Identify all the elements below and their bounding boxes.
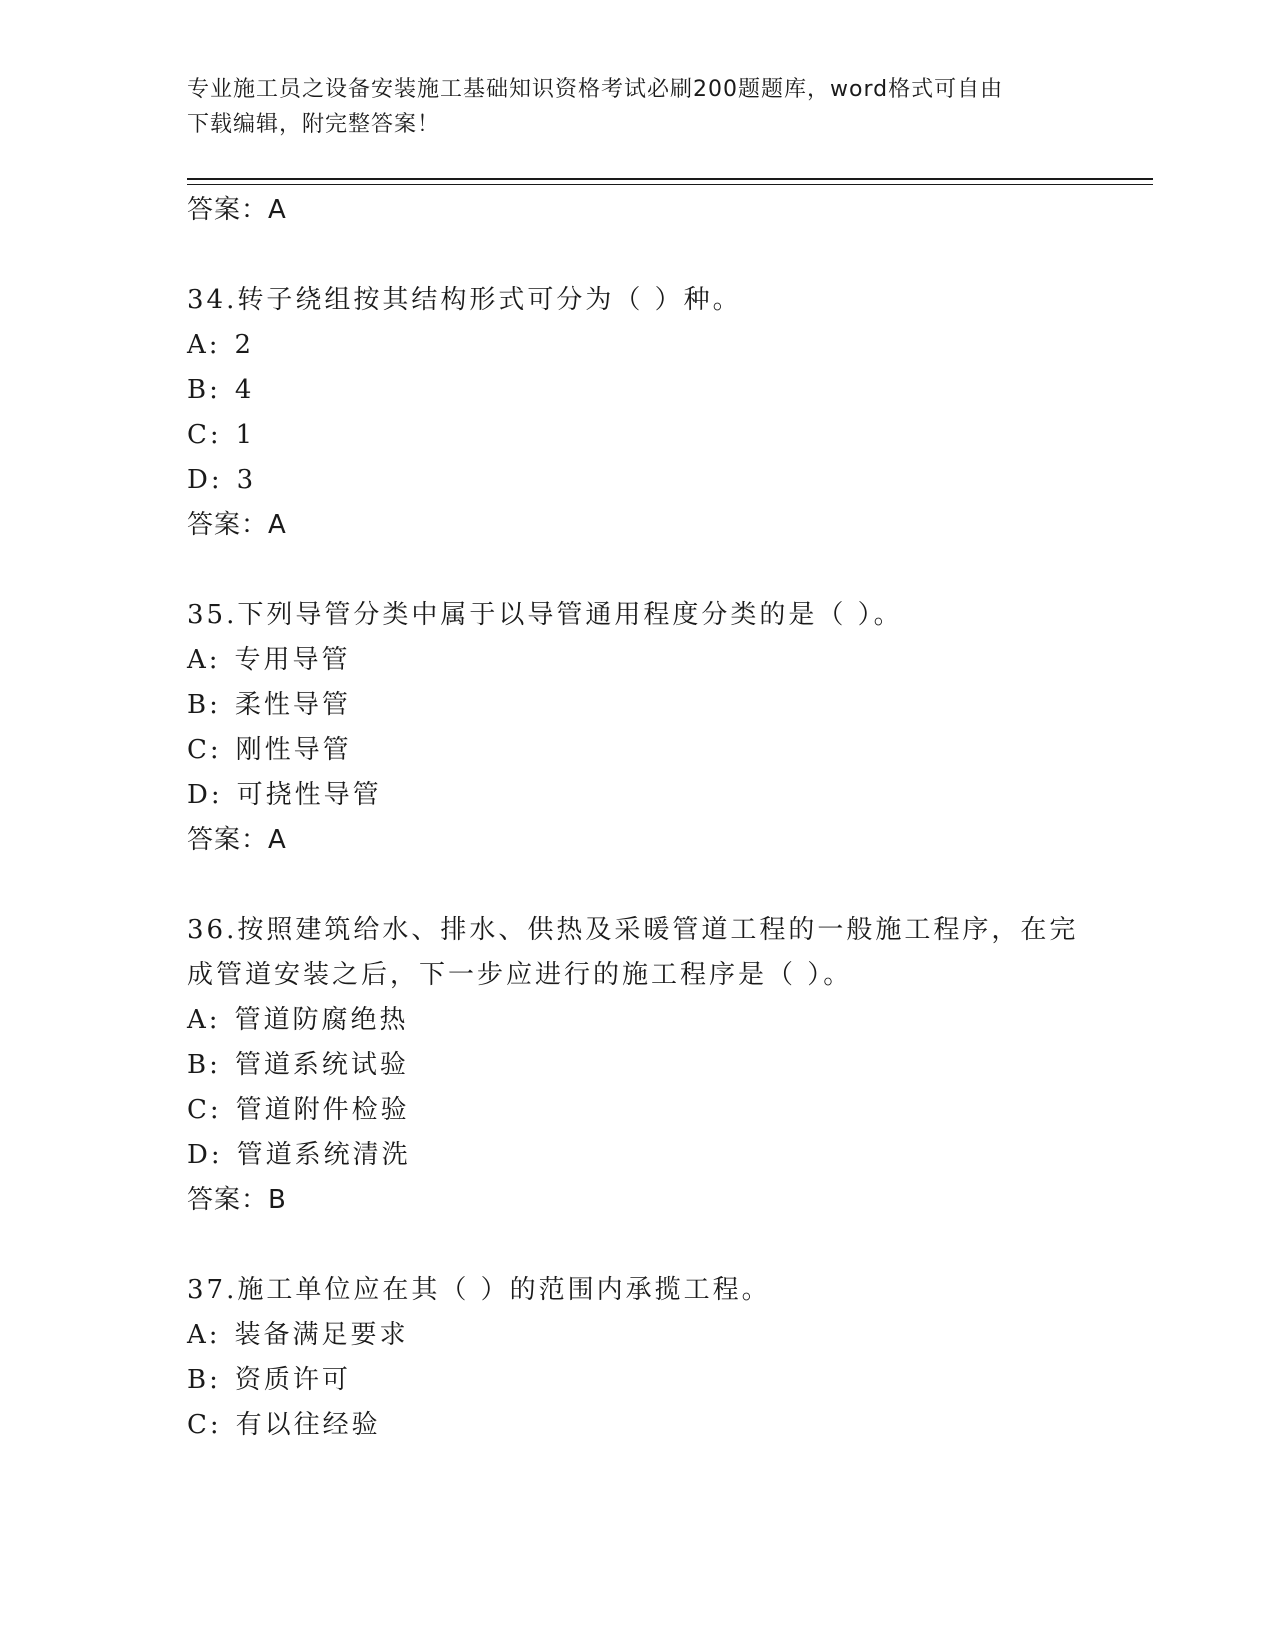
header-line-2: 下载编辑，附完整答案！ xyxy=(187,112,441,137)
option-key: D: xyxy=(187,780,223,810)
option-value: 1 xyxy=(235,420,256,450)
option-value: 管道附件检验 xyxy=(235,1095,410,1125)
option-value: 2 xyxy=(234,330,255,360)
option-key: D: xyxy=(187,465,223,495)
option-a xyxy=(187,638,1087,683)
option-b xyxy=(187,1358,1087,1403)
option-c xyxy=(187,1403,1087,1448)
option-a xyxy=(187,323,1087,368)
option-key: C: xyxy=(187,735,222,765)
document-header xyxy=(187,72,1067,142)
option-key: B: xyxy=(187,690,221,720)
option-value: 刚性导管 xyxy=(235,735,352,765)
option-key: A: xyxy=(187,645,221,675)
question-37 xyxy=(187,1268,1087,1448)
question-stem: 34.转子绕组按其结构形式可分为（ ）种。 xyxy=(187,285,742,315)
question-stem-line-1: 36.按照建筑给水、排水、供热及采暖管道工程的一般施工程序，在完 xyxy=(187,915,1079,945)
option-b xyxy=(187,683,1087,728)
header-line-1: 专业施工员之设备安装施工基础知识资格考试必刷200题题库，word格式可自由 xyxy=(187,77,1004,102)
option-d xyxy=(187,773,1087,818)
option-value: 专用导管 xyxy=(234,645,351,675)
question-stem: 35.下列导管分类中属于以导管通用程度分类的是（ ）。 xyxy=(187,600,903,630)
option-value: 管道系统试验 xyxy=(234,1050,409,1080)
option-value: 柔性导管 xyxy=(234,690,351,720)
question-36 xyxy=(187,908,1087,1223)
question-list xyxy=(187,188,1087,1448)
option-d xyxy=(187,1133,1087,1178)
option-value: 管道系统清洗 xyxy=(236,1140,411,1170)
option-value: 可挠性导管 xyxy=(236,780,382,810)
option-key: C: xyxy=(187,420,222,450)
answer-label: 答案：A xyxy=(187,510,287,540)
option-key: D: xyxy=(187,1140,223,1170)
question-stem-line-2: 成管道安装之后，下一步应进行的施工程序是（ ）。 xyxy=(187,960,853,990)
option-value: 3 xyxy=(236,465,257,495)
answer-label: 答案：A xyxy=(187,825,287,855)
option-key: A: xyxy=(187,1320,221,1350)
option-value: 4 xyxy=(234,375,255,405)
question-35 xyxy=(187,593,1087,863)
answer-label: 答案：B xyxy=(187,1185,287,1215)
option-c xyxy=(187,1088,1087,1133)
option-key: A: xyxy=(187,330,221,360)
answer-label: 答案：A xyxy=(187,195,287,225)
option-value: 装备满足要求 xyxy=(234,1320,409,1350)
option-key: B: xyxy=(187,1050,221,1080)
option-b xyxy=(187,1043,1087,1088)
option-value: 管道防腐绝热 xyxy=(234,1005,409,1035)
option-value: 资质许可 xyxy=(234,1365,351,1395)
option-c xyxy=(187,413,1087,458)
option-value: 有以往经验 xyxy=(235,1410,381,1440)
option-key: A: xyxy=(187,1005,221,1035)
question-stem: 37.施工单位应在其（ ）的范围内承揽工程。 xyxy=(187,1275,771,1305)
option-c xyxy=(187,728,1087,773)
header-divider-thin xyxy=(187,184,1153,185)
option-key: B: xyxy=(187,1365,221,1395)
question-34 xyxy=(187,278,1087,548)
option-d xyxy=(187,458,1087,503)
option-b xyxy=(187,368,1087,413)
option-a xyxy=(187,1313,1087,1358)
header-divider xyxy=(187,178,1153,180)
option-key: C: xyxy=(187,1410,222,1440)
option-a xyxy=(187,998,1087,1043)
option-key: C: xyxy=(187,1095,222,1125)
option-key: B: xyxy=(187,375,221,405)
